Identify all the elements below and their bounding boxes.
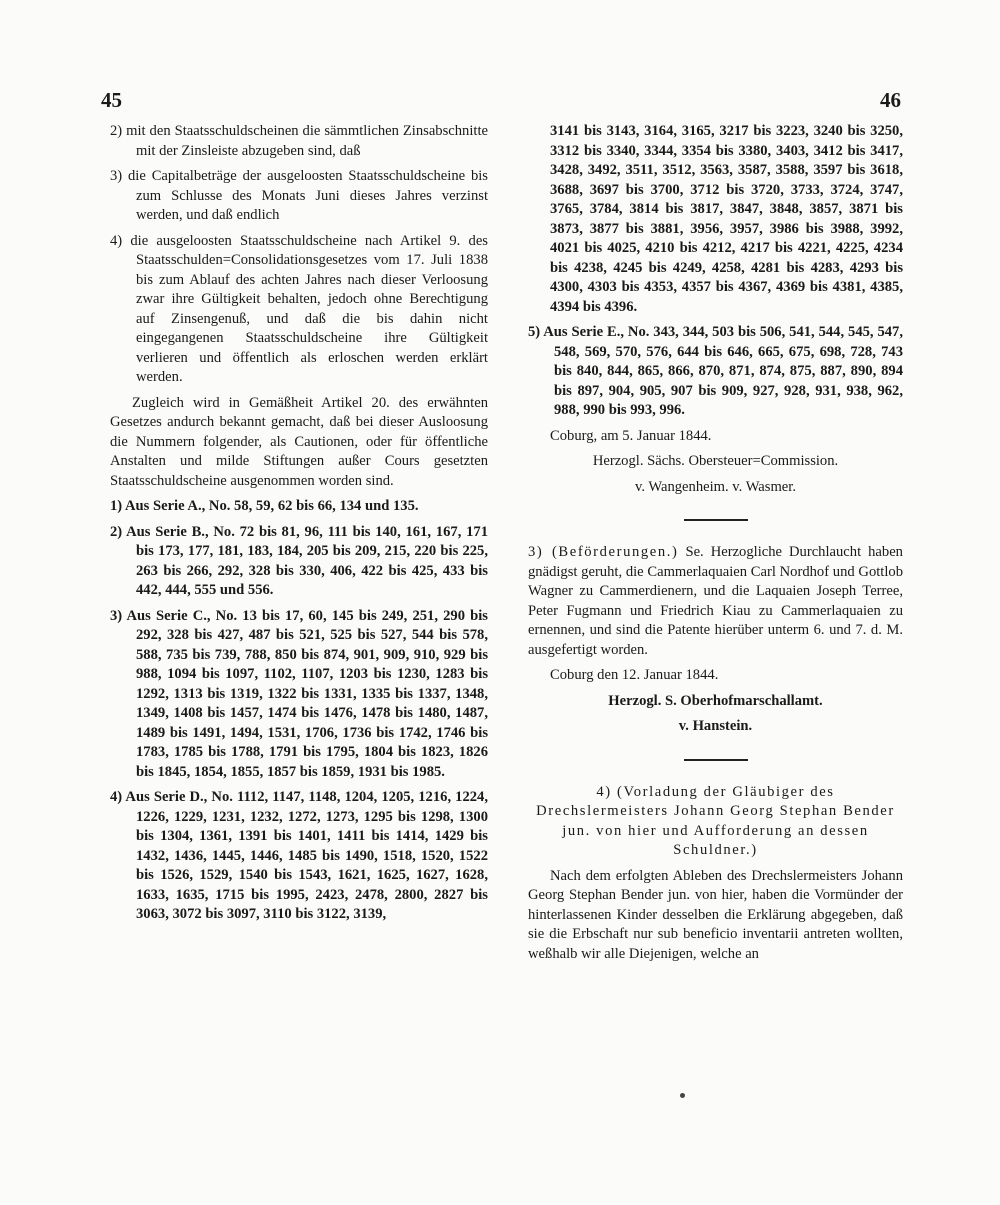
authority-2: Herzogl. S. Oberhofmarschallamt. — [608, 692, 823, 709]
serie-a-list: 1) Aus Serie A., No. 58, 59, 62 bis 66, 134 und 135. — [110, 498, 419, 514]
right-column — [528, 122, 903, 970]
serie-d-continuation: 3141 bis 3143, 3164, 3165, 3217 bis 3223, 3240 bis 3250, 3312 bis 3340, 3344, 3354 bis 3380, 3403, 3412 bis 3417, 3428, 3492, 3511, 3512, 3563, 3587, 3588, 3597 bis 3618, 3688, 3697 bis 3700, 3712 bis 3720, 3733, 3724, 3747, 3765, 3784, 3814 bis 3817, 3847, 3848, 3857, 3871 bis 3873, 3877 bis 3881, 3956, 3957, 3986 bis 3988, 3992, 4021 bis 4025, 4210 bis 4212, 4217 bis 4221, 4225, 4234 bis 4238, 4245 bis 4249, 4258, 4281 bis 4283, 4293 bis 4300, 4303 bis 4353, 4357 bis 4367, 4369 bis 4381, 4385, 4394 bis 4396. — [550, 123, 903, 315]
condition-item-2: 2) mit den Staatsschuldscheinen die sämmtlichen Zinsabschnitte mit der Zinsleiste abzugeben sind, daß — [110, 123, 488, 159]
page-number-left: 45 — [101, 88, 122, 112]
serie-c-list: 3) Aus Serie C., No. 13 bis 17, 60, 145 bis 249, 251, 290 bis 292, 328 bis 427, 487 bis 521, 525 bis 527, 544 bis 578, 588, 735 bis 739, 788, 850 bis 874, 901, 909, 910, 929 bis 988, 1094 bis 1097, 1102, 1107, 1203 bis 1230, 1283 bis 1292, 1313 bis 1319, 1322 bis 1331, 1335 bis 1337, 1348, 1349, 1408 bis 1457, 1474 bis 1476, 1478 bis 1480, 1487, 1489 bis 1491, 1494, 1531, 1706, 1736 bis 1742, 1746 bis 1783, 1785 bis 1788, 1791 bis 1795, 1804 bis 1823, 1826 bis 1845, 1854, 1855, 1857 bis 1859, 1931 bis 1985. — [110, 607, 488, 780]
serie-d-list: 4) Aus Serie D., No. 1112, 1147, 1148, 1204, 1205, 1216, 1224, 1226, 1229, 1231, 1232, 1272, 1273, 1295 bis 1298, 1300 bis 1304, 1361, 1391 bis 1401, 1411 bis 1414, 1429 bis 1432, 1436, 1445, 1446, 1485 bis 1490, 1518, 1520, 1522 bis 1526, 1529, 1540 bis 1543, 1621, 1625, 1627, 1628, 1633, 1635, 1715 bis 1995, 2423, 2478, 2800, 2827 bis 3063, 3072 bis 3097, 3110 bis 3122, 3139, — [110, 789, 488, 922]
signers-1: v. Wangenheim. v. Wasmer. — [635, 478, 796, 495]
condition-item-4: 4) die ausgeloosten Staatsschuldscheine nach Artikel 9. des Staatsschulden=Consolidationsgesetzes vom 17. Juli 1838 bis zum Ablauf des achten Jahres nach dieser Verloosung zwar ihre Gültigkeit behalten, jedoch ohne Berechtigung auf Zinsengenuß, und daß die bis dahin nicht eingegangenen Staatsschuldscheine ihre Gültigkeit verlieren und öffentlich als erloschen werden erklärt werden. — [110, 232, 488, 385]
section-4-body: Nach dem erfolgten Ableben des Drechslermeisters Johann Georg Stephan Bender jun. von hier, haben die Vormünder der hinterlassenen Kinder desselben die Erklärung abgegeben, daß sie die Erbschaft nur sub beneficio inventarii antreten wollten, weßhalb wir alle Diejenigen, welche an — [528, 867, 903, 962]
section-divider — [684, 519, 748, 521]
serie-b-list: 2) Aus Serie B., No. 72 bis 81, 96, 111 bis 140, 161, 167, 171 bis 173, 177, 181, 183, 184, 205 bis 209, 215, 220 bis 225, 263 bis 266, 292, 328 bis 330, 406, 422 bis 425, 433 bis 442, 444, 555 und 556. — [110, 523, 488, 598]
section-4-title: 4) (Vorladung der Gläubiger des Drechslermeisters Johann Georg Stephan Bender jun. von hier und Aufforderung an dessen Schuldner.) — [536, 783, 895, 858]
section-divider-2 — [684, 759, 748, 761]
serie-e-list: 5) Aus Serie E., No. 343, 344, 503 bis 506, 541, 544, 545, 547, 548, 569, 570, 576, 644 bis 646, 665, 675, 698, 728, 743 bis 840, 844, 865, 866, 870, 871, 874, 875, 887, 890, 894 bis 897, 904, 905, 907 bis 909, 927, 928, 931, 938, 962, 988, 990 bis 993, 996. — [528, 324, 903, 418]
section-3 — [528, 543, 903, 660]
authority-1: Herzogl. Sächs. Obersteuer=Commission. — [592, 453, 839, 469]
exemption-intro: Zugleich wird in Gemäßheit Artikel 20. des erwähnten Gesetzes andurch bekannt gemacht, daß bei dieser Ausloosung die Nummern folgender, als Cautionen, oder für öffentliche Anstalten und milde Stiftungen außer Cours gesetzten Staatsschuldscheine ausgenommen worden sind. — [110, 394, 488, 489]
section-3-body: Se. Herzogliche Durchlaucht haben gnädigst geruht, die Cammerlaquaien Carl Nordhof und Gottlob Wagner zu Cammerdienern, und die Laquaien Joseph Terree, Peter Fugmann und Friedrich Kiau zu Cammerlaquaien zu ernennen, und sind die Patente hierüber unterm 6. und 7. d. M. ausgefertigt worden. — [528, 544, 903, 658]
signer-2: v. Hanstein. — [678, 718, 753, 734]
ink-spot — [680, 1093, 685, 1098]
section-3-title: 3) (Beförderungen.) — [528, 544, 679, 560]
condition-item-3: 3) die Capitalbeträge der ausgeloosten Staatsschuldscheine bis zum Schlusse des Monats Juni dieses Jahres verzinst werden, und daß endlich — [110, 168, 488, 223]
left-column — [110, 122, 488, 931]
dateline-2: Coburg den 12. Januar 1844. — [550, 667, 719, 683]
page-number-right: 46 — [880, 88, 901, 112]
dateline-1: Coburg, am 5. Januar 1844. — [550, 427, 712, 444]
